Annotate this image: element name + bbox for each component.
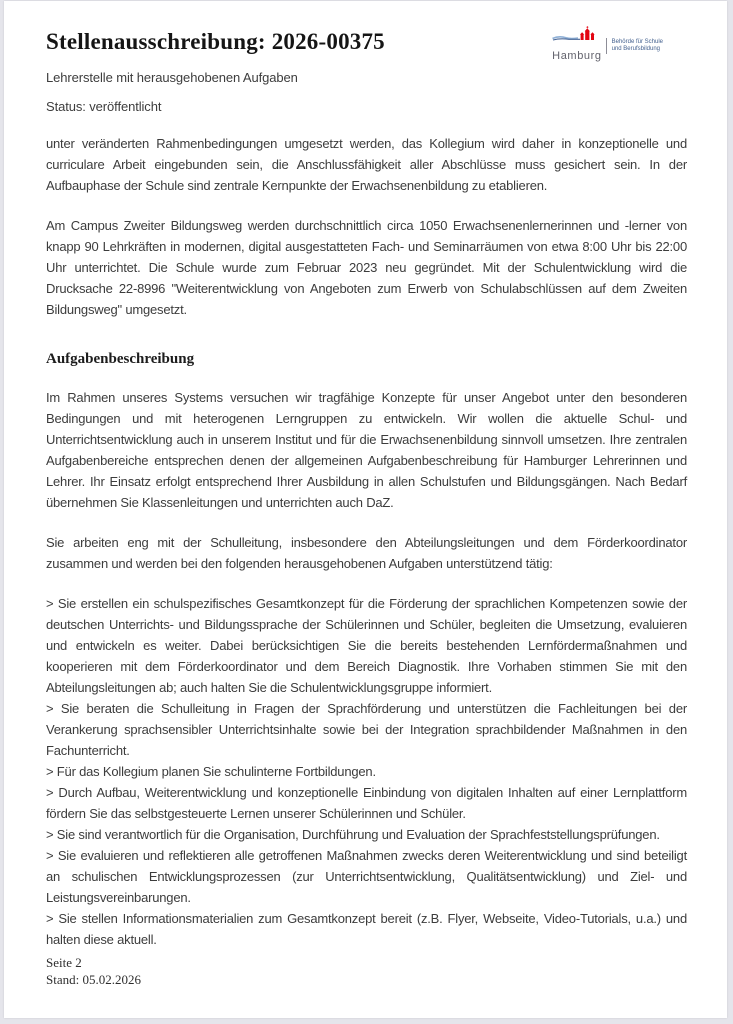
section-paragraph: Sie arbeiten eng mit der Schulleitung, insbesondere den Abteilungsleitungen und dem Förderkoordinator zusammen und werden bei den folgenden herausgehobenen Aufgaben unterstützend tätig: [46,535,687,571]
status-line: Status: veröffentlicht [46,99,162,114]
intro-paragraphs [46,133,687,320]
section-paragraph: Im Rahmen unseres Systems versuchen wir tragfähige Konzepte für unser Angebot unter den besonderen Bedingungen und mit heterogenen Lerngruppen zu entwickeln. Wir wollen die aktuelle Schul- und Unterrichtsentwicklung auch in unserem Institut und für die Erwachsenenbildung sinnvoll umsetzen. Ihre zentralen Aufgabenbereiche entsprechen denen der allgemeinen Aufgabenbeschreibung für Hamburger Lehrerinnen und Lehrer. Ihr Einsatz erfolgt entsprechend Ihrer Ausbildung in allen Schulstufen und Bildungsgängen. Nach Bedarf übernehmen Sie Klassenleitungen und unterrichten auch DaZ. [46,390,687,510]
intro-paragraph: Am Campus Zweiter Bildungsweg werden durchschnittlich circa 1050 Erwachsenenlernerinnen und -lerner von knapp 90 Lehrkräften in modernen, digital ausgestatteten Fach- und Seminarräumen von etwa 8:00 Uhr bis 22:00 Uhr unterrichtet. Die Schule wurde zum Februar 2023 neu gegründet. Mit der Schulentwicklung wird die Drucksache 22-8996 "Weiterentwicklung von Angeboten zum Erwerb von Schulabschlüssen auf dem Zweiten Bildungsweg" umgesetzt. [46,218,687,317]
task-bullet: > Sie evaluieren und reflektieren alle getroffenen Maßnahmen zwecks deren Weiterentwicklung und sind beteiligt an schulischen Entwicklungsprozessen (zur Unterrichtsentwicklung, Qualitätsentwicklung) und Ziel- und Leistungsvereinbarungen. [46,848,687,905]
logo-authority-line2: und Berufsbildung [611,46,660,52]
hamburg-logo-wordmark: Hamburg [552,50,602,62]
task-bullet: > Sie sind verantwortlich für die Organisation, Durchführung und Evaluation der Sprachfeststellungsprüfungen. [46,827,660,842]
section-paragraphs [46,387,687,574]
logo-authority-line1: Behörde für Schule [611,38,663,45]
task-bullet: > Sie erstellen ein schulspezifisches Gesamtkonzept für die Förderung der sprachlichen Kompetenzen sowie der deutschen Unterrichts- und Bildungssprache der Schülerinnen und Schüler, begleiten die Umsetzung, evaluieren und entwickeln es weiter. Dabei berücksichtigen Sie die bereits bestehenden Lernfördermaßnahmen und kooperieren mit dem Förderkoordinator und dem Bereich Diagnostik. Ihre Vorhaben stimmen Sie mit den Abteilungsleitungen ab; auch halten Sie die Schulentwicklungsgruppe informiert. [46,596,687,695]
page-footer [46,954,141,988]
hamburg-logo [552,26,663,62]
hamburg-castle-icon [552,26,596,49]
document-content [4,1,727,1018]
document-page [4,1,727,1018]
logo-authority-name [612,39,663,54]
section-heading: Aufgabenbeschreibung [46,351,195,367]
task-bullet: > Durch Aufbau, Weiterentwicklung und konzeptionelle Einbindung von digitalen Inhalten auf einer Lernplattform fördern Sie das selbstgesteuerte Lernen unserer Schülerinnen und Schüler. [46,785,687,821]
job-subtitle: Lehrerstelle mit herausgehobenen Aufgaben [46,70,298,85]
task-bullet: > Für das Kollegium planen Sie schulinterne Fortbildungen. [46,764,376,779]
task-bullet: > Sie beraten die Schulleitung in Fragen der Sprachförderung und unterstützen die Fachleitungen bei der Verankerung sprachsensibler Unterrichtsinhalte sowie bei der Integration sprachbildender Maßnahmen in den Fachunterricht. [46,701,687,758]
footer-stand-date: Stand: 05.02.2026 [46,972,141,987]
intro-paragraph: unter veränderten Rahmenbedingungen umgesetzt werden, das Kollegium wird daher in konzeptionelle und curriculare Arbeit eingebunden sein, die Anschlussfähigkeit aller Abschlüsse muss gesichert sein. In der Aufbauphase der Schule sind zentrale Kernpunkte der Erwachsenenbildung zu etablieren. [46,136,687,193]
logo-divider [606,38,607,54]
page-title: Stellenausschreibung: 2026-00375 [46,29,385,54]
footer-page-number: Seite 2 [46,955,82,970]
task-bullet-list [46,593,687,950]
hamburg-logo-main [552,26,601,62]
task-bullet: > Sie stellen Informationsmaterialien zum Gesamtkonzept bereit (z.B. Flyer, Webseite, Video-Tutorials, u.a.) und halten diese aktuell. [46,911,687,947]
